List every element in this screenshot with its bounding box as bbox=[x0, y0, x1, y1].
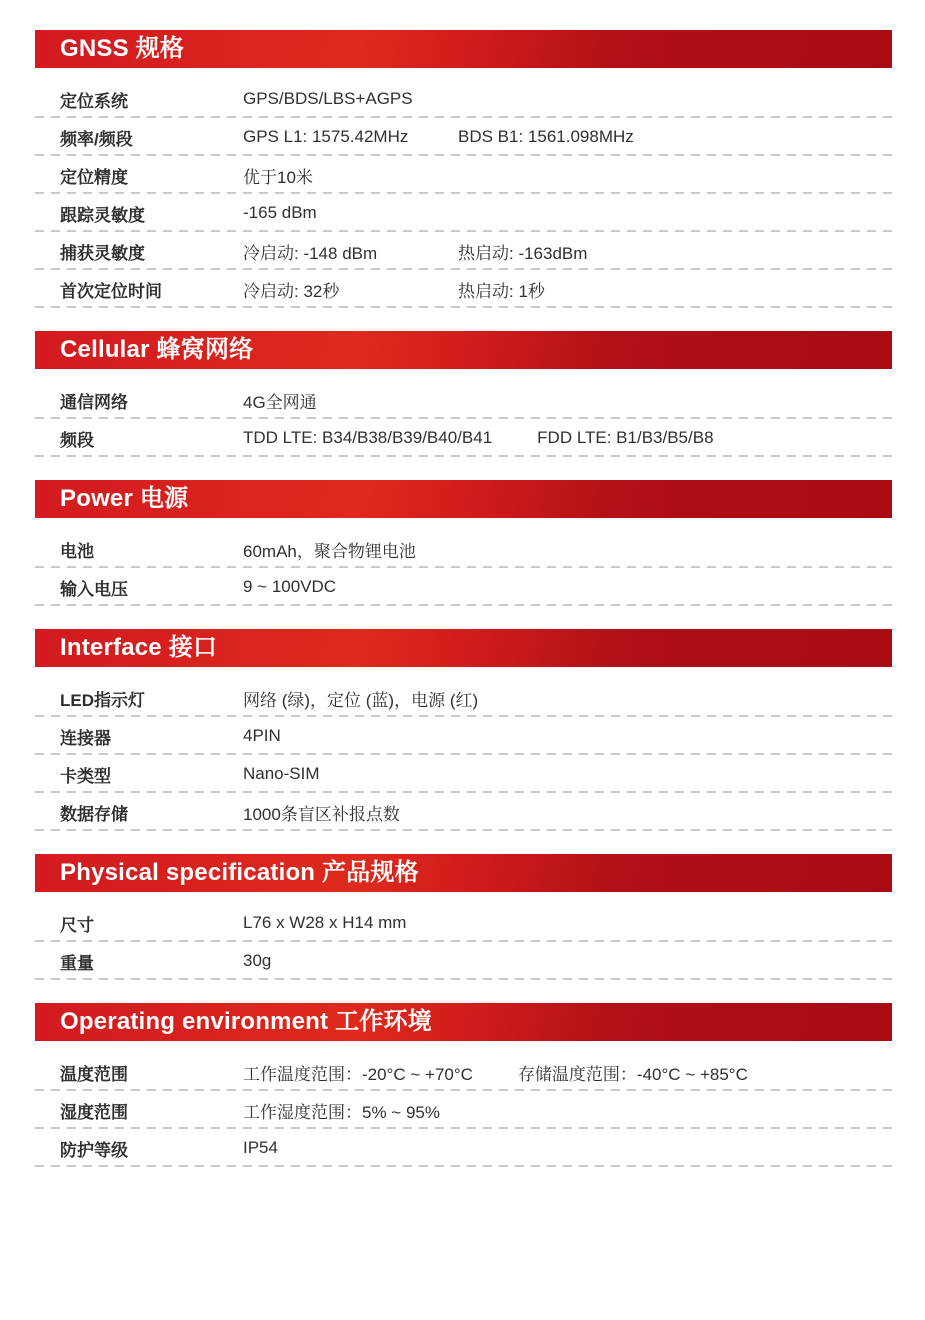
spec-label: 首次定位时间 bbox=[60, 281, 162, 301]
spec-value: 4G全网通 bbox=[243, 392, 317, 412]
section-title: Physical specification 产品规格 bbox=[60, 859, 419, 886]
spec-row bbox=[35, 1091, 892, 1129]
spec-value: 热启动: 1秒 bbox=[458, 281, 545, 301]
spec-values bbox=[243, 89, 413, 109]
spec-value: IP54 bbox=[243, 1138, 278, 1157]
spec-row bbox=[35, 80, 892, 118]
spec-label: 输入电压 bbox=[60, 579, 128, 599]
section-header-banner bbox=[35, 331, 892, 369]
spec-row bbox=[35, 1053, 892, 1091]
section-header-banner bbox=[35, 854, 892, 892]
spec-section bbox=[35, 480, 892, 606]
section-title: Cellular 蜂窝网络 bbox=[60, 336, 254, 363]
spec-value: 冷启动: 32秒 bbox=[243, 281, 340, 301]
spec-label: 温度范围 bbox=[60, 1064, 128, 1084]
section-title: GNSS 规格 bbox=[60, 35, 185, 62]
spec-row bbox=[35, 1129, 892, 1167]
spec-row bbox=[35, 530, 892, 568]
spec-label: 频段 bbox=[60, 430, 94, 450]
section-header-banner bbox=[35, 629, 892, 667]
section-title: Interface 接口 bbox=[60, 634, 218, 661]
spec-value: -165 dBm bbox=[243, 203, 317, 222]
spec-label: 捕获灵敏度 bbox=[60, 243, 145, 263]
spec-value: 冷启动: -148 dBm bbox=[243, 243, 378, 263]
spec-value: 4PIN bbox=[243, 726, 281, 745]
spec-label: 连接器 bbox=[60, 728, 111, 748]
spec-label: 频率/频段 bbox=[60, 129, 133, 149]
spec-value: TDD LTE: B34/B38/B39/B40/B41 bbox=[243, 428, 493, 447]
spec-value: 9 ~ 100VDC bbox=[243, 577, 337, 596]
spec-label: 电池 bbox=[60, 541, 94, 561]
spec-row bbox=[35, 156, 892, 194]
spec-value: 30g bbox=[243, 951, 272, 970]
spec-row bbox=[35, 679, 892, 717]
spec-label: 湿度范围 bbox=[60, 1102, 128, 1122]
section-body bbox=[35, 369, 892, 457]
spec-values bbox=[243, 1138, 413, 1158]
spec-row bbox=[35, 118, 892, 156]
spec-section bbox=[35, 854, 892, 980]
spec-values bbox=[243, 686, 478, 711]
spec-value: FDD LTE: B1/B3/B5/B8 bbox=[537, 428, 714, 447]
spec-values bbox=[243, 127, 634, 147]
spec-value: 热启动: -163dBm bbox=[458, 243, 588, 263]
spec-values bbox=[243, 1098, 440, 1123]
spec-value: 存储温度范围：-40°C ~ +85°C bbox=[517, 1064, 748, 1084]
spec-value: GPS/BDS/LBS+AGPS bbox=[243, 89, 413, 108]
spec-section bbox=[35, 30, 892, 308]
spec-value: 60mAh，聚合物锂电池 bbox=[243, 541, 416, 561]
spec-row bbox=[35, 194, 892, 232]
spec-row bbox=[35, 419, 892, 457]
spec-section bbox=[35, 629, 892, 831]
spec-values bbox=[243, 913, 413, 933]
spec-row bbox=[35, 717, 892, 755]
spec-values bbox=[243, 428, 714, 448]
section-body bbox=[35, 892, 892, 980]
spec-value: 工作湿度范围：5% ~ 95% bbox=[243, 1102, 440, 1122]
spec-values bbox=[243, 239, 587, 264]
spec-label: 定位系统 bbox=[60, 91, 128, 111]
spec-values bbox=[243, 388, 413, 413]
spec-section bbox=[35, 331, 892, 457]
spec-row bbox=[35, 793, 892, 831]
spec-label: 数据存储 bbox=[60, 804, 128, 824]
section-header-banner bbox=[35, 30, 892, 68]
spec-values bbox=[243, 577, 413, 597]
spec-values bbox=[243, 951, 413, 971]
spec-row bbox=[35, 232, 892, 270]
section-body bbox=[35, 68, 892, 308]
spec-values bbox=[243, 1060, 748, 1085]
section-body bbox=[35, 1041, 892, 1167]
spec-row bbox=[35, 755, 892, 793]
spec-label: 重量 bbox=[60, 953, 94, 973]
spec-values bbox=[243, 726, 413, 746]
spec-value: 网络 (绿)，定位 (蓝)，电源 (红) bbox=[243, 690, 479, 710]
spec-label: 卡类型 bbox=[60, 766, 111, 786]
spec-values bbox=[243, 163, 413, 188]
spec-value: GPS L1: 1575.42MHz bbox=[243, 127, 409, 146]
spec-value: L76 x W28 x H14 mm bbox=[243, 913, 407, 932]
spec-row bbox=[35, 270, 892, 308]
spec-label: 跟踪灵敏度 bbox=[60, 205, 145, 225]
section-title: Power 电源 bbox=[60, 485, 189, 512]
section-body bbox=[35, 667, 892, 831]
spec-label: 尺寸 bbox=[60, 915, 94, 935]
spec-values bbox=[243, 277, 545, 302]
section-header-banner bbox=[35, 480, 892, 518]
spec-row bbox=[35, 904, 892, 942]
spec-values bbox=[243, 764, 413, 784]
spec-value: 优于10米 bbox=[243, 167, 313, 187]
section-body bbox=[35, 518, 892, 606]
section-title: Operating environment 工作环境 bbox=[60, 1008, 432, 1035]
spec-row bbox=[35, 942, 892, 980]
spec-value: BDS B1: 1561.098MHz bbox=[458, 127, 634, 146]
spec-values bbox=[243, 537, 416, 562]
section-header-banner bbox=[35, 1003, 892, 1041]
spec-values bbox=[243, 203, 413, 223]
spec-value: 工作温度范围：-20°C ~ +70°C bbox=[243, 1064, 473, 1084]
spec-row bbox=[35, 381, 892, 419]
spec-value: Nano-SIM bbox=[243, 764, 320, 783]
spec-row bbox=[35, 568, 892, 606]
spec-label: 防护等级 bbox=[60, 1140, 128, 1160]
spec-label: 通信网络 bbox=[60, 392, 128, 412]
spec-value: 1000条盲区补报点数 bbox=[243, 804, 400, 824]
spec-label: 定位精度 bbox=[60, 167, 128, 187]
spec-section bbox=[35, 1003, 892, 1167]
spec-values bbox=[243, 800, 413, 825]
spec-label: LED指示灯 bbox=[60, 690, 145, 710]
